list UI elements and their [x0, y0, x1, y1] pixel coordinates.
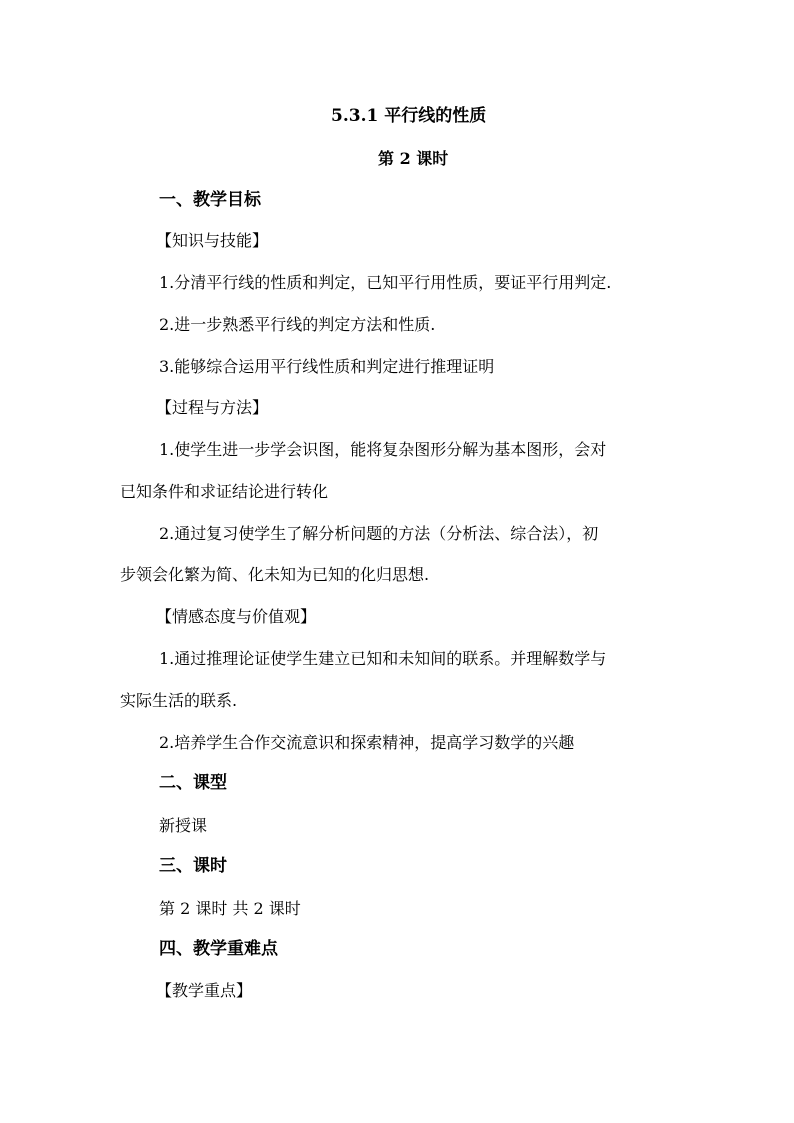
emotion-values-label: 【情感态度与价值观】	[156, 607, 317, 626]
emotion-item-1-line-1: 1.通过推理论证使学生建立已知和未知间的联系。并理解数学与	[159, 649, 607, 668]
section-heading-key-points: 四、教学重难点	[159, 939, 278, 959]
knowledge-item-1: 1.分清平行线的性质和判定，已知平行用性质，要证平行用判定.	[159, 273, 612, 292]
knowledge-item-2: 2.进一步熟悉平行线的判定方法和性质.	[159, 315, 436, 334]
emotion-item-1-line-2: 实际生活的联系.	[120, 691, 238, 710]
document-title: 5.3.1 平行线的性质	[331, 106, 487, 126]
process-methods-label: 【过程与方法】	[156, 398, 269, 417]
process-item-1-line-2: 已知条件和求证结论进行转化	[120, 482, 329, 501]
knowledge-skills-label: 【知识与技能】	[156, 231, 269, 250]
periods-content: 第 2 课时 共 2 课时	[159, 899, 301, 918]
section-heading-objectives: 一、教学目标	[159, 190, 261, 210]
knowledge-item-3: 3.能够综合运用平行线性质和判定进行推理证明	[159, 357, 495, 376]
lesson-type-content: 新授课	[159, 816, 208, 835]
section-heading-lesson-type: 二、课型	[159, 773, 227, 793]
document-subtitle: 第 2 课时	[378, 149, 449, 168]
process-item-2-line-2: 步领会化繁为简、化未知为已知的化归思想.	[120, 565, 430, 584]
process-item-1-line-1: 1.使学生进一步学会识图，能将复杂图形分解为基本图形，会对	[159, 440, 607, 459]
section-heading-periods: 三、课时	[159, 856, 227, 876]
emotion-item-2: 2.培养学生合作交流意识和探索精神，提高学习数学的兴趣	[159, 733, 575, 752]
key-points-label: 【教学重点】	[156, 981, 253, 1000]
process-item-2-line-1: 2.通过复习使学生了解分析问题的方法（分析法、综合法），初	[159, 524, 599, 543]
